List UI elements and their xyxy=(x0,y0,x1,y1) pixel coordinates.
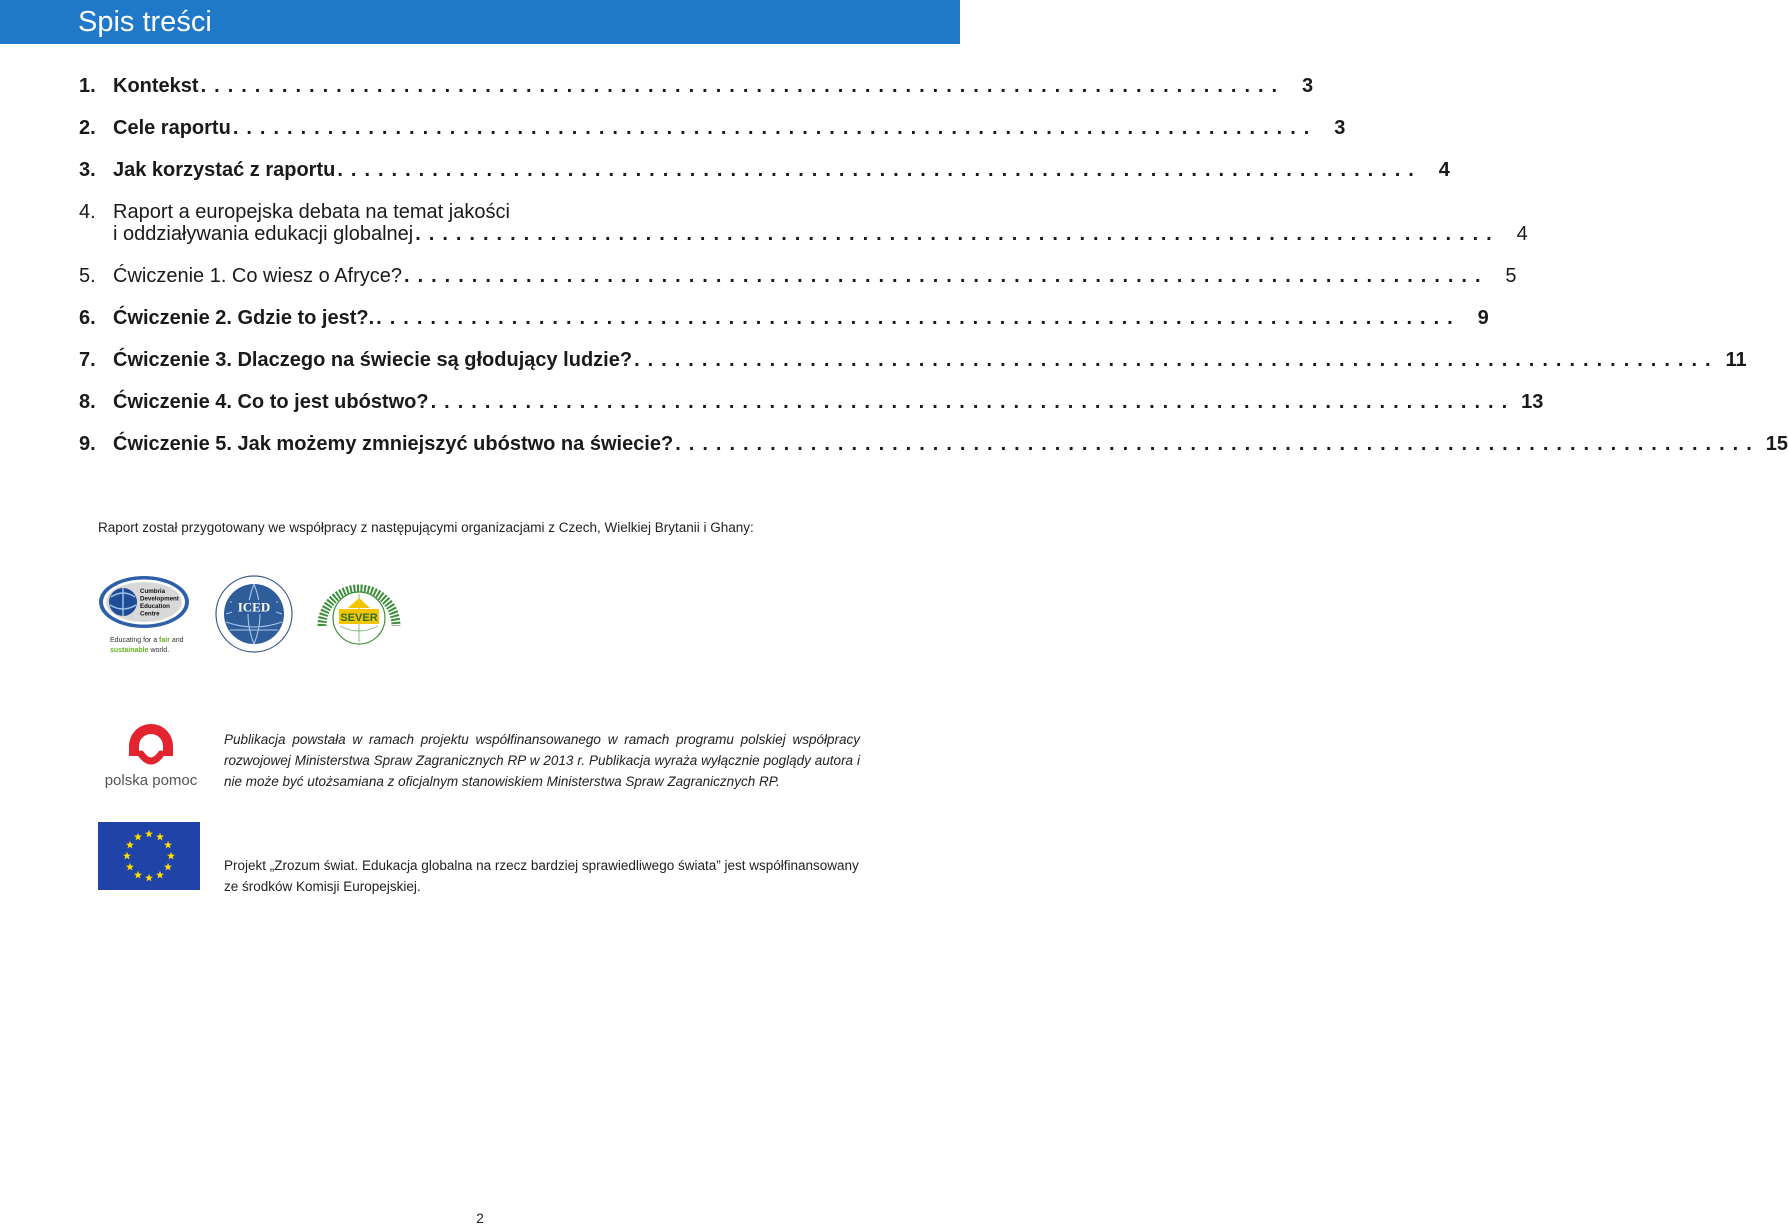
toc-leader-dots: ................................................................................ xyxy=(634,349,1719,371)
publication-note: Publikacja powstała w ramach projektu współfinansowanego w ramach programu polskiej współpracy rozwojowej Ministerstwa Spraw Zagranicznych RP w 2013 r. Publikacja wyraża wyłącznie poglądy autora i nie może być utożsamiana z oficjalnym stanowiskiem Ministerstwa Spraw Zagranicznych RP. xyxy=(224,732,860,789)
toc-title: Ćwiczenie 3. Dlaczego na świecie są głodujący ludzie? xyxy=(113,349,633,371)
toc-entry[interactable] xyxy=(79,198,1528,248)
toc-leader-dots: ................................................................................ xyxy=(430,391,1516,413)
cumbria-name-line: Education xyxy=(140,603,170,610)
toc-leader-dots: ................................................................................ xyxy=(200,75,1286,97)
toc-leader-dots: ................................................................................ xyxy=(404,265,1489,287)
iced-name: ICED xyxy=(237,599,271,615)
cumbria-name-line: Cumbria xyxy=(140,588,166,595)
toc-number: 8. xyxy=(79,391,96,413)
eu-flag xyxy=(98,822,200,890)
toc-leader-dots: ................................................................................ xyxy=(337,159,1422,181)
toc-number: 3. xyxy=(79,159,96,181)
toc-leader-dots: ................................................................................ xyxy=(376,307,1461,329)
toc-page-number: 3 xyxy=(1334,117,1346,139)
toc-leader-dots: ................................................................................ xyxy=(675,433,1760,455)
iced-logo xyxy=(210,574,298,654)
toc-number: 7. xyxy=(79,349,96,371)
page-title: Spis treści xyxy=(78,6,212,38)
cumbria-name-line: Centre xyxy=(140,610,160,618)
toc-number: 6. xyxy=(79,307,96,329)
partners-intro: Raport został przygotowany we współpracy z następującymi organizacjami z Czech, Wielkiej Brytanii i Ghany: xyxy=(98,520,754,535)
toc-page-number: 11 xyxy=(1725,349,1747,371)
toc-entry[interactable] xyxy=(79,156,1450,184)
toc-title: Ćwiczenie 2. Gdzie to jest?. xyxy=(113,307,375,329)
polska-pomoc-logo xyxy=(97,708,207,792)
sever-name: SEVER xyxy=(340,612,378,624)
toc-title-line: Raport a europejska debata na temat jakości xyxy=(113,201,510,223)
toc-page-number: 4 xyxy=(1438,159,1450,181)
eu-funding-note: Projekt „Zrozum świat. Edukacja globalna na rzecz bardziej sprawiedliwego świata” jest współfinansowany ze środków Komisji Europejskiej. xyxy=(224,858,859,894)
toc-page-number: 15 xyxy=(1765,433,1788,455)
toc-entry[interactable] xyxy=(79,72,1314,100)
cumbria-tagline-line2: sustainable world. xyxy=(110,647,170,654)
toc-page-number: 13 xyxy=(1521,391,1544,413)
toc-number: 4. xyxy=(79,201,96,223)
page-number: 2 xyxy=(476,1210,484,1226)
toc-title: Ćwiczenie 5. Jak możemy zmniejszyć ubóstwo na świecie? xyxy=(113,433,674,455)
toc-page-number: 4 xyxy=(1516,223,1528,245)
cumbria-tagline-line1: Educating for a fair and xyxy=(110,637,184,644)
toc-page-number: 9 xyxy=(1477,307,1489,329)
toc-leader-dots: ................................................................................ xyxy=(232,117,1318,139)
sever-logo xyxy=(312,574,406,656)
toc-page-number: 5 xyxy=(1505,265,1517,287)
toc-entry[interactable] xyxy=(79,346,1747,374)
toc-title: Ćwiczenie 4. Co to jest ubóstwo? xyxy=(113,391,429,413)
toc-number: 9. xyxy=(79,433,96,455)
toc-title: Kontekst xyxy=(113,75,199,97)
toc-number: 5. xyxy=(79,265,96,287)
polska-pomoc-text: polska pomoc xyxy=(104,772,198,789)
toc-entry[interactable] xyxy=(79,430,1788,458)
toc-entry[interactable] xyxy=(79,262,1517,290)
toc-page-number: 3 xyxy=(1301,75,1314,97)
header-bar xyxy=(0,0,960,44)
cumbria-logo xyxy=(98,575,194,657)
toc-title: i oddziaływania edukacji globalnej xyxy=(113,223,414,245)
toc-title: Cele raportu xyxy=(113,117,231,139)
toc-number: 1. xyxy=(79,75,96,97)
toc-leader-dots: ................................................................................ xyxy=(415,223,1500,245)
toc-title: Jak korzystać z raportu xyxy=(113,159,336,181)
cumbria-name-line: Development xyxy=(140,595,179,603)
toc-number: 2. xyxy=(79,117,96,139)
toc-entry[interactable] xyxy=(79,304,1489,332)
toc-entry[interactable] xyxy=(79,388,1544,416)
toc-title: Ćwiczenie 1. Co wiesz o Afryce? xyxy=(113,265,403,287)
toc-entry[interactable] xyxy=(79,114,1346,142)
